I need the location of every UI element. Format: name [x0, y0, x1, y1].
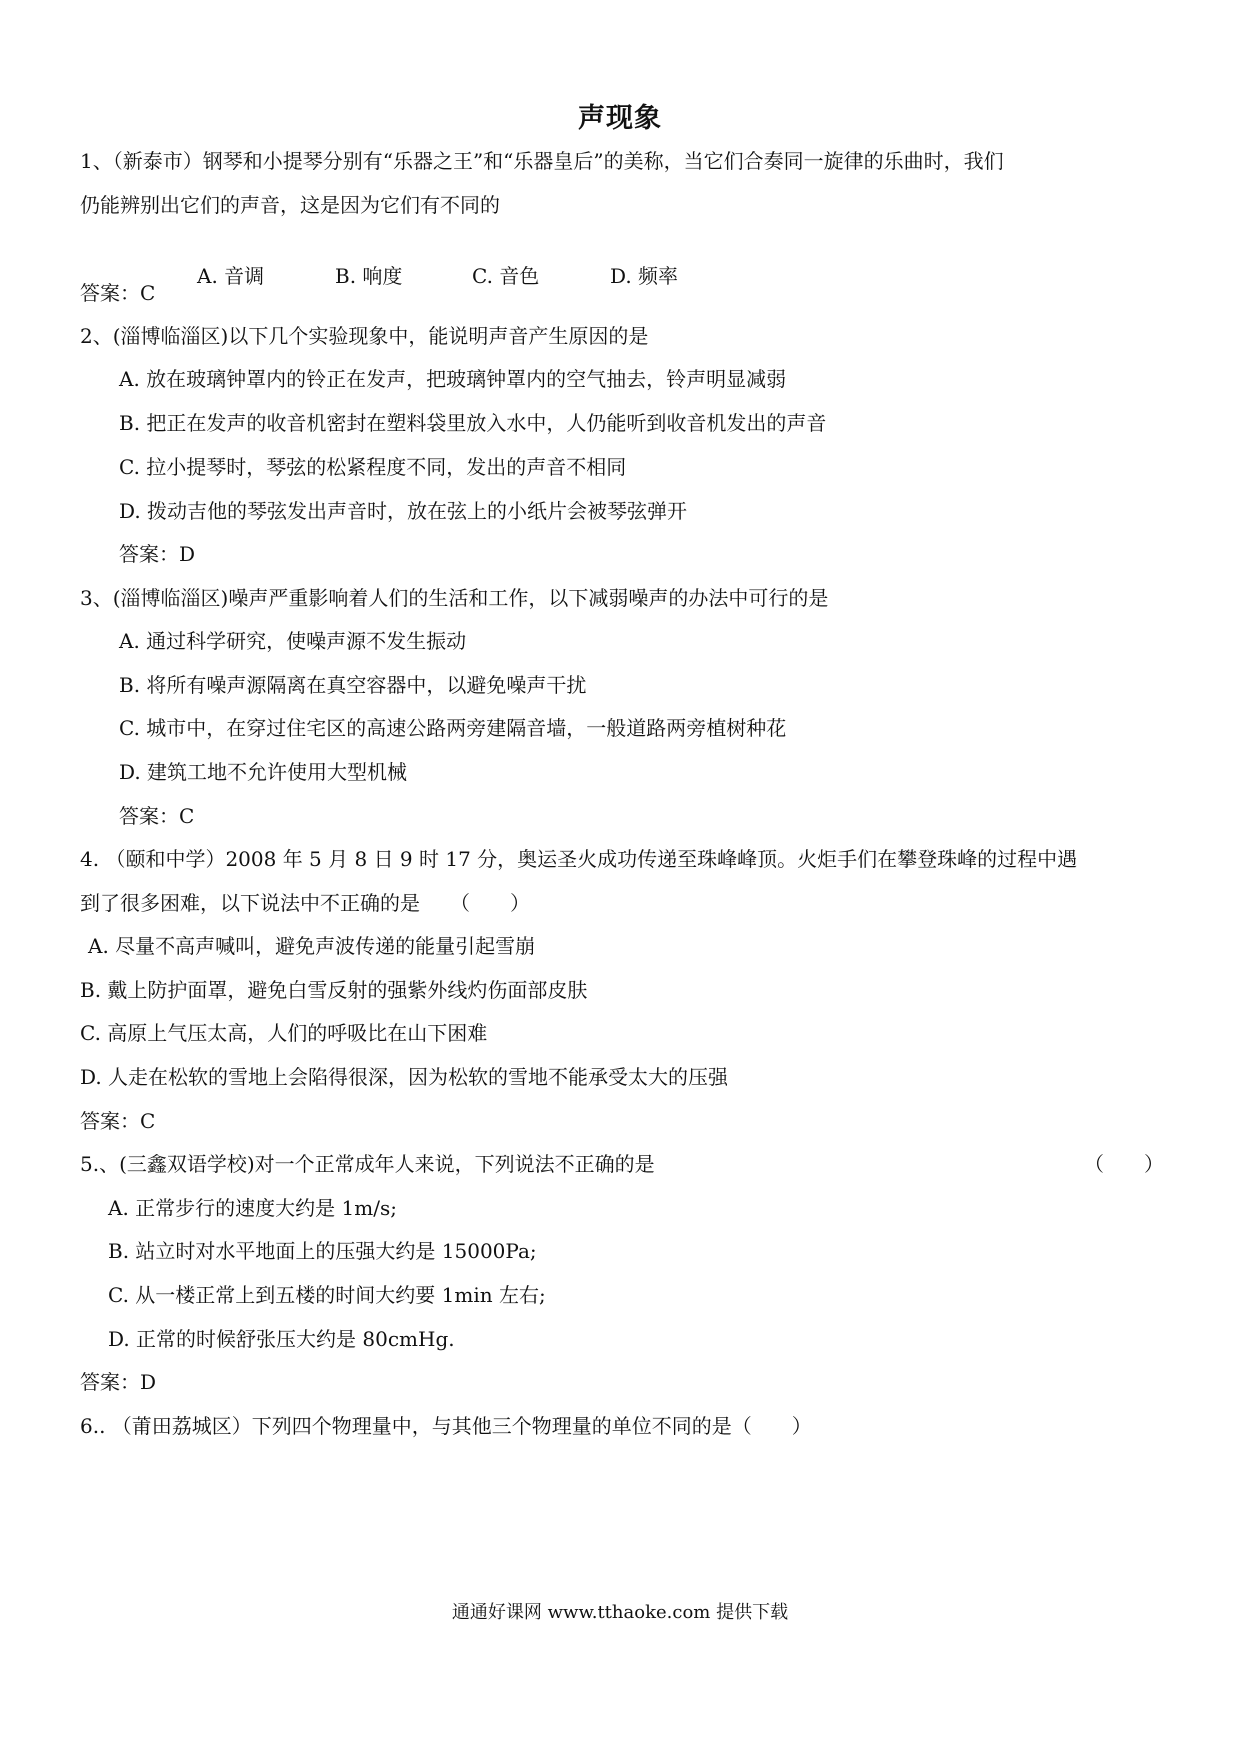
q1-stem-line-1: 1、（新泰市）钢琴和小提琴分别有“乐器之王”和“乐器皇后”的美称，当它们合奏同一旋律的乐曲时，我们 — [80, 149, 1004, 173]
q3-option-d: D. 建筑工地不允许使用大型机械 — [119, 760, 408, 784]
q4-stem-line-2: 到了很多困难，以下说法中不正确的是 （ ） — [80, 891, 530, 915]
q5-answer: 答案：D — [80, 1370, 157, 1394]
q1-option-b: B. 响度 — [335, 264, 403, 288]
q1-stem-line-2: 仍能辨别出它们的声音，这是因为它们有不同的 — [80, 193, 500, 217]
q2-option-b: B. 把正在发声的收音机密封在塑料袋里放入水中，人仍能听到收音机发出的声音 — [119, 411, 827, 435]
q2-answer: 答案：D — [119, 542, 196, 566]
q4-option-c: C. 高原上气压太高，人们的呼吸比在山下困难 — [80, 1021, 488, 1045]
q2-option-a: A. 放在玻璃钟罩内的铃正在发声，把玻璃钟罩内的空气抽去，铃声明显减弱 — [119, 367, 787, 391]
q6-stem: 6.. （莆田荔城区）下列四个物理量中，与其他三个物理量的单位不同的是（ ） — [80, 1414, 812, 1438]
q4-option-b: B. 戴上防护面罩，避免白雪反射的强紫外线灼伤面部皮肤 — [80, 978, 588, 1002]
q3-stem: 3、(淄博临淄区)噪声严重影响着人们的生活和工作，以下减弱噪声的办法中可行的是 — [80, 586, 829, 610]
q2-option-c: C. 拉小提琴时，琴弦的松紧程度不同，发出的声音不相同 — [119, 455, 627, 479]
q4-option-a: A. 尽量不高声喊叫，避免声波传递的能量引起雪崩 — [88, 934, 536, 958]
q5-option-c: C. 从一楼正常上到五楼的时间大约要 1min 左右; — [108, 1283, 546, 1307]
q3-option-c: C. 城市中，在穿过住宅区的高速公路两旁建隔音墙，一般道路两旁植树种花 — [119, 716, 787, 740]
q4-answer: 答案：C — [80, 1109, 156, 1133]
q3-option-a: A. 通过科学研究，使噪声源不发生振动 — [119, 629, 467, 653]
q4-option-d: D. 人走在松软的雪地上会陷得很深，因为松软的雪地不能承受太大的压强 — [80, 1065, 729, 1089]
q1-answer: 答案：C — [80, 281, 156, 305]
q5-option-b: B. 站立时对水平地面上的压强大约是 15000Pa; — [108, 1239, 537, 1263]
q1-option-d: D. 频率 — [610, 264, 679, 288]
q5-stem: 5.、(三鑫双语学校)对一个正常成年人来说，下列说法不正确的是 — [80, 1152, 655, 1176]
page-title: 声现象 — [578, 103, 662, 134]
q3-answer: 答案：C — [119, 804, 195, 828]
q5-answer-bracket: （ ） — [1084, 1152, 1164, 1176]
q4-stem-line-1: 4. （颐和中学）2008 年 5 月 8 日 9 时 17 分，奥运圣火成功传递至珠峰峰顶。火炬手们在攀登珠峰的过程中遇 — [80, 847, 1078, 871]
page-footer: 通通好课网 www.tthaoke.com 提供下载 — [451, 1602, 789, 1623]
q2-stem: 2、(淄博临淄区)以下几个实验现象中，能说明声音产生原因的是 — [80, 324, 649, 348]
q5-option-a: A. 正常步行的速度大约是 1m/s; — [108, 1196, 397, 1220]
q5-option-d: D. 正常的时候舒张压大约是 80cmHg. — [108, 1327, 455, 1351]
q3-option-b: B. 将所有噪声源隔离在真空容器中，以避免噪声干扰 — [119, 673, 587, 697]
q1-option-c: C. 音色 — [472, 264, 540, 288]
q2-option-d: D. 拨动吉他的琴弦发出声音时，放在弦上的小纸片会被琴弦弹开 — [119, 499, 688, 523]
q1-option-a: A. 音调 — [197, 264, 265, 288]
